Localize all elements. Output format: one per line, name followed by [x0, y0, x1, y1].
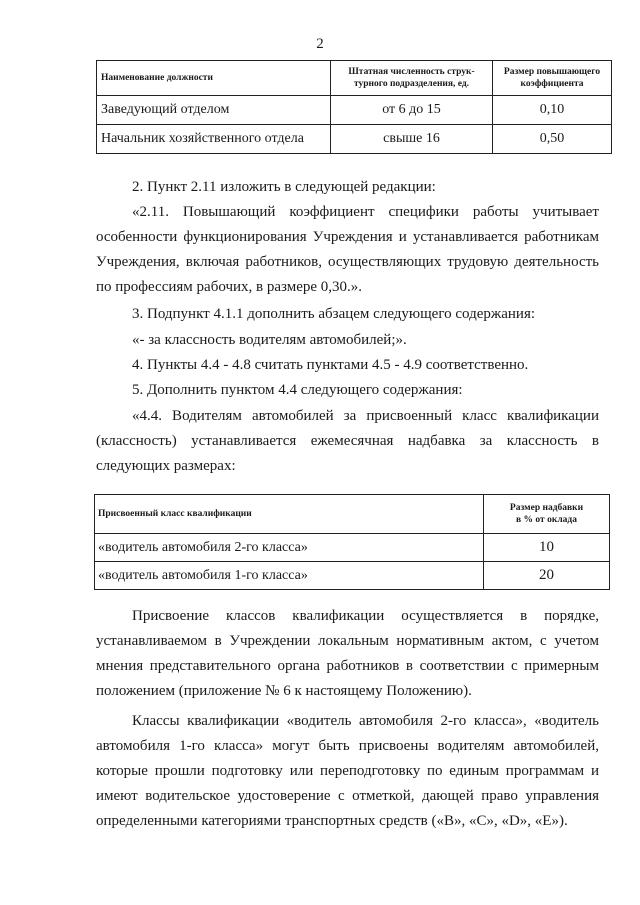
qualification-class-table: [94, 494, 610, 590]
paragraph-qualification-procedure: [96, 604, 599, 704]
table-row: [95, 534, 610, 562]
cell-position: Начальник хозяйственного отдела: [97, 125, 331, 154]
paragraph-item-3: 3. Подпункт 4.1.1 дополнить абзацем следующего содержания:: [132, 306, 536, 322]
cell-qualification-class: «водитель автомобиля 1-го класса»: [95, 562, 484, 590]
cell-bonus-percent: 20: [484, 562, 610, 590]
header-qualification-class: Присвоенный класс квалификации: [95, 495, 484, 534]
text-line: имеют водительское удостоверение с отметкой, дающей право управления: [96, 788, 599, 804]
text-line: по профессиям рабочих, в размере 0,30.».: [96, 279, 363, 295]
cell-bonus-percent: 10: [484, 534, 610, 562]
cell-coefficient: 0,10: [493, 96, 612, 125]
text-line: следующих размерах:: [96, 458, 236, 474]
cell-staff-count: от 6 до 15: [331, 96, 493, 125]
table-row: [95, 562, 610, 590]
page-number: 2: [316, 36, 324, 52]
paragraph-item-3-quote: «- за классность водителям автомобилей;».: [132, 332, 407, 348]
cell-qualification-class: «водитель автомобиля 2-го класса»: [95, 534, 484, 562]
paragraph-item-2: 2. Пункт 2.11 изложить в следующей редакции:: [132, 179, 436, 195]
table-header-row: [95, 495, 610, 534]
text-line: «2.11. Повышающий коэффициент специфики работы учитывает: [132, 204, 599, 220]
table-row: [97, 125, 612, 154]
header-staff-count: Штатная численность струк- турного подразделения, ед.: [331, 61, 493, 96]
text-line: которые прошли подготовку или переподготовку по единым программам и: [96, 763, 599, 779]
text-line: Учреждения, включая работников, осуществляющих трудовую деятельность: [96, 254, 599, 270]
text-line: особенности функционирования Учреждения и устанавливается работникам: [96, 229, 599, 245]
text-line: определенными категориями транспортных средств («В», «С», «D», «Е»).: [96, 813, 568, 829]
cell-position: Заведующий отделом: [97, 96, 331, 125]
table-row: [97, 96, 612, 125]
text-line: устанавливаемом в Учреждении локальным нормативным актом, с учетом: [96, 633, 599, 649]
text-line: (классность) устанавливается ежемесячная надбавка за классность в: [96, 433, 599, 449]
text-line: автомобиля 1-го класса» могут быть присвоены водителям автомобилей,: [96, 738, 599, 754]
text-line: Присвоение классов квалификации осуществляется в порядке,: [132, 608, 599, 624]
text-line: положением (приложение № 6 к настоящему Положению).: [96, 683, 472, 699]
position-coefficient-table: [96, 60, 612, 154]
header-bonus-size: Размер надбавки в % от оклада: [484, 495, 610, 534]
header-position-name: Наименование должности: [97, 61, 331, 96]
cell-staff-count: свыше 16: [331, 125, 493, 154]
text-line: мнения представительного органа работников в соответствии с примерным: [96, 658, 599, 674]
text-line: «4.4. Водителям автомобилей за присвоенный класс квалификации: [132, 408, 599, 424]
cell-coefficient: 0,50: [493, 125, 612, 154]
paragraph-item-4: 4. Пункты 4.4 - 4.8 считать пунктами 4.5 - 4.9 соответственно.: [132, 357, 529, 373]
paragraph-2-11-quote: [96, 200, 599, 300]
paragraph-qualification-classes: [96, 709, 599, 834]
text-line: Классы квалификации «водитель автомобиля 2-го класса», «водитель: [132, 713, 599, 729]
table-header-row: [97, 61, 612, 96]
paragraph-4-4-quote: [96, 404, 599, 479]
paragraph-item-5: 5. Дополнить пунктом 4.4 следующего содержания:: [132, 382, 463, 398]
header-coefficient-size: Размер повышающего коэффициента: [493, 61, 612, 96]
